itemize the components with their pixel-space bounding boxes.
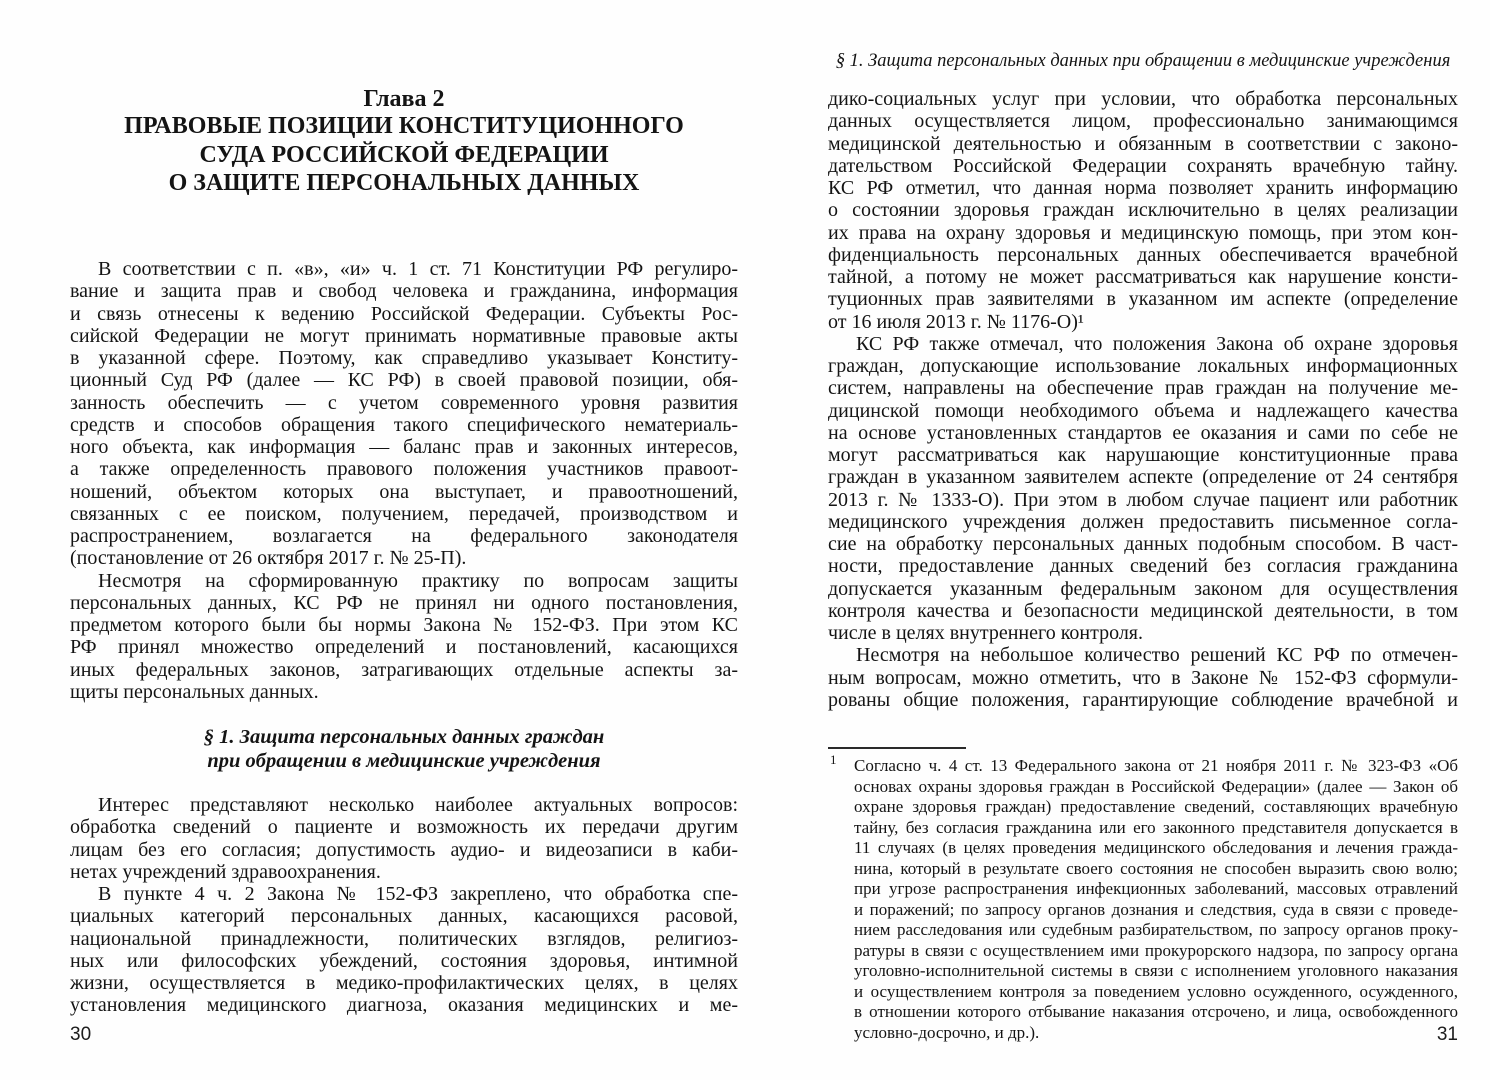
text-line: РФ принял множество определений и постановлений, касающихся xyxy=(70,636,738,659)
chapter-title-line: СУДА РОССИЙСКОЙ ФЕДЕРАЦИИ xyxy=(199,141,609,168)
text-line: в указанной сфере. Поэтому, как справедливо указывает Конститу- xyxy=(70,347,738,369)
text-line: предметом которого были бы нормы Закона № 152-ФЗ. При этом КС xyxy=(70,614,738,636)
body-text xyxy=(828,88,1458,711)
text-line: нина, который в результате своего состояния не способен выразить свою волю; xyxy=(854,858,1458,878)
text-line: уголовно-исполнительной системы в связи с исполнением уголовного наказания xyxy=(854,961,1458,980)
text-line: данных осуществляется лицом, профессионально занимающимся xyxy=(828,110,1458,133)
chapter-title-line: ПРАВОВЫЕ ПОЗИЦИИ КОНСТИТУЦИОННОГО xyxy=(124,113,684,139)
text-line: дицинской помощи необходимого объема и надлежащего качества xyxy=(828,399,1458,422)
text-line: В соответствии с п. «в», «и» ч. 1 ст. 71 Конституции РФ регулиро- xyxy=(98,258,738,280)
text-line: персональных данных, КС РФ не принял ни одного постановления, xyxy=(70,591,738,614)
text-line: В пункте 4 ч. 2 Закона № 152-ФЗ закреплено, что обработка спе- xyxy=(98,883,738,905)
footnote-marker: 1 xyxy=(830,752,837,767)
text-line: от 16 июля 2013 г. № 1176-О)¹ xyxy=(828,310,1084,333)
text-line: установления медицинского диагноза, оказания медицинских и ме- xyxy=(70,994,738,1017)
text-line: тайной, а потому не может рассматриваться как нарушение консти- xyxy=(828,266,1458,288)
text-line: лицам без его согласия; допустимость аудио- и видеозаписи в каби- xyxy=(70,838,738,861)
page-31 xyxy=(828,0,1458,1080)
text-line: ного объекта, как информация — баланс прав и законных интересов, xyxy=(70,436,738,458)
body-text-upper xyxy=(70,258,738,703)
text-line: жизни, осуществляется в медико-профилактических целях, в целях xyxy=(70,972,738,994)
text-line: распространением, возлагается на федерального законодателя xyxy=(70,525,738,547)
text-line: а также определенность правового положения участников правоот- xyxy=(70,458,738,481)
page-number: 31 xyxy=(1436,1024,1458,1045)
text-line: ных или философских убеждений, состояния здоровья, интимной xyxy=(70,949,738,972)
text-line: нетах учреждений здравоохранения. xyxy=(70,860,381,883)
chapter-title-line: О ЗАЩИТЕ ПЕРСОНАЛЬНЫХ ДАННЫХ xyxy=(168,170,640,196)
text-line: средств и способов обращения такого специфического нематериаль- xyxy=(70,413,738,436)
body-text-lower xyxy=(70,794,738,1017)
page-number: 30 xyxy=(70,1024,92,1045)
text-line: иных федеральных законов, затрагивающих отдельные аспекты за- xyxy=(70,658,738,681)
text-line: обработка сведений о пациенте и возможность их передачи другим xyxy=(70,816,738,839)
text-line: допускается указанным федеральным законом для осуществления xyxy=(828,577,1458,600)
text-line: связанных с ее поиском, получением, передачей, производством и xyxy=(70,502,738,525)
footnote-rule xyxy=(828,747,966,749)
footnote xyxy=(828,752,1458,1043)
text-line: систем, направлены на обеспечение прав граждан на получение ме- xyxy=(828,377,1458,400)
section-heading xyxy=(70,726,738,773)
text-line: и поражений; по запросу органов дознания и следствия, суда в связи с проведе- xyxy=(854,899,1458,919)
text-line: могут рассматриваться как нарушающие конституционные права xyxy=(828,444,1458,466)
text-line: занность обеспечить — с учетом современного уровня развития xyxy=(70,391,738,414)
text-line: и связь отнесены к ведению Российской Федерации. Субъекты Рос- xyxy=(70,302,738,325)
section-heading-line: при обращении в медицинские учреждения xyxy=(207,749,601,772)
running-head: § 1. Защита персональных данных при обращении в медицинские учреждения xyxy=(835,51,1451,71)
text-line: ности, предоставление данных сведений без согласия гражданина xyxy=(828,555,1458,578)
text-line: охране здоровья граждан) предоставление сведений, составляющих врачебную xyxy=(854,797,1458,816)
chapter-title xyxy=(70,112,738,198)
text-line: числе в целях внутреннего контроля. xyxy=(828,622,1143,644)
chapter-label: Глава 2 xyxy=(363,86,445,112)
text-line: национальной принадлежности, политических взглядов, религиоз- xyxy=(70,927,738,950)
text-line: сийской Федерации не могут принимать нормативные правовые акты xyxy=(70,324,738,347)
text-line: в отношении которого отбывание наказания отсрочено, и лица, освобожденного xyxy=(854,1002,1458,1021)
text-line: граждан, допускающие использование локальных информационных xyxy=(828,355,1458,377)
text-line: Согласно ч. 4 ст. 13 Федерального закона от 21 ноября 2011 г. № 323-ФЗ «Об xyxy=(854,756,1458,775)
text-line: дательством Российской Федерации сохранять врачебную тайну. xyxy=(828,154,1458,177)
text-line: циальных категорий персональных данных, касающихся расовой, xyxy=(70,905,738,928)
text-line: ношений, объектом которых она выступает, и правоотношений, xyxy=(70,480,738,503)
text-line: медицинского учреждения должен предоставить письменное согла- xyxy=(828,510,1458,533)
text-line: и осуществлением контроля за поведением условно осужденного, осужденного, xyxy=(854,981,1458,1001)
text-line: щиты персональных данных. xyxy=(70,680,319,703)
text-line: основах охраны здоровья граждан в Российской Федерации» (далее — Закон об xyxy=(854,776,1458,796)
text-line: КС РФ также отмечал, что положения Закона об охране здоровья xyxy=(856,332,1458,355)
text-line: Интерес представляют несколько наиболее актуальных вопросов: xyxy=(98,794,738,816)
text-line: при угрозе распространения инфекционных заболеваний, массовых отравлений xyxy=(854,879,1458,898)
footnote-text xyxy=(854,756,1458,1043)
text-line: ционный Суд РФ (далее — КС РФ) в своей правовой позиции, обя- xyxy=(70,369,738,392)
text-line: 2013 г. № 1333-О). При этом в любом случае пациент или работник xyxy=(828,488,1458,511)
section-heading-line: § 1. Защита персональных данных граждан xyxy=(203,726,605,748)
page-30 xyxy=(70,0,738,1080)
text-line: тайну, без согласия гражданина или его законного представителя допускается в xyxy=(854,817,1458,837)
text-line: ным вопросам, можно отметить, что в Законе № 152-ФЗ сформули- xyxy=(828,666,1458,689)
text-line: их права на охрану здоровья и медицинскую помощь, при этом кон- xyxy=(828,221,1458,244)
text-line: дико-социальных услуг при условии, что обработка персональных xyxy=(828,88,1458,110)
text-line: условно-досрочно, и др.). xyxy=(854,1022,1040,1042)
text-line: ратуры в связи с осуществлением ими прокурорского надзора, по запросу органа xyxy=(854,940,1458,960)
text-line: 11 случаях (в целях проведения медицинского обследования и лечения гражда- xyxy=(854,838,1458,857)
text-line: медицинской деятельностью и обязанным в соответствии с законо- xyxy=(828,132,1458,155)
text-line: (постановление от 26 октября 2017 г. № 25-П). xyxy=(70,547,467,570)
text-line: КС РФ отметил, что данная норма позволяет хранить информацию xyxy=(828,177,1458,199)
text-line: граждан в указанном заявителем аспекте (определение от 24 сентября xyxy=(828,466,1458,489)
text-line: туционных прав заявителями в указанном им аспекте (определение xyxy=(828,288,1458,311)
text-line: на основе установленных стандартов ее оказания и сами по себе не xyxy=(828,421,1458,444)
text-line: вание и защита прав и свобод человека и гражданина, информация xyxy=(70,280,738,303)
text-line: рованы общие положения, гарантирующие соблюдение врачебной и xyxy=(828,688,1458,711)
text-line: контроля качества и безопасности медицинской деятельности, в том xyxy=(828,599,1458,622)
text-line: сие на обработку персональных данных подобным способом. В част- xyxy=(828,533,1458,555)
text-line: о состоянии здоровья граждан исключительно в целях реализации xyxy=(828,199,1458,222)
text-line: нием расследования или судебным разбирательством, по запросу органов проку- xyxy=(854,920,1458,939)
text-line: Несмотря на небольшое количество решений КС РФ по отмечен- xyxy=(856,644,1458,667)
text-line: фиденциальность персональных данных обеспечивается врачебной xyxy=(828,243,1458,266)
text-line: Несмотря на сформированную практику по вопросам защиты xyxy=(98,569,738,592)
